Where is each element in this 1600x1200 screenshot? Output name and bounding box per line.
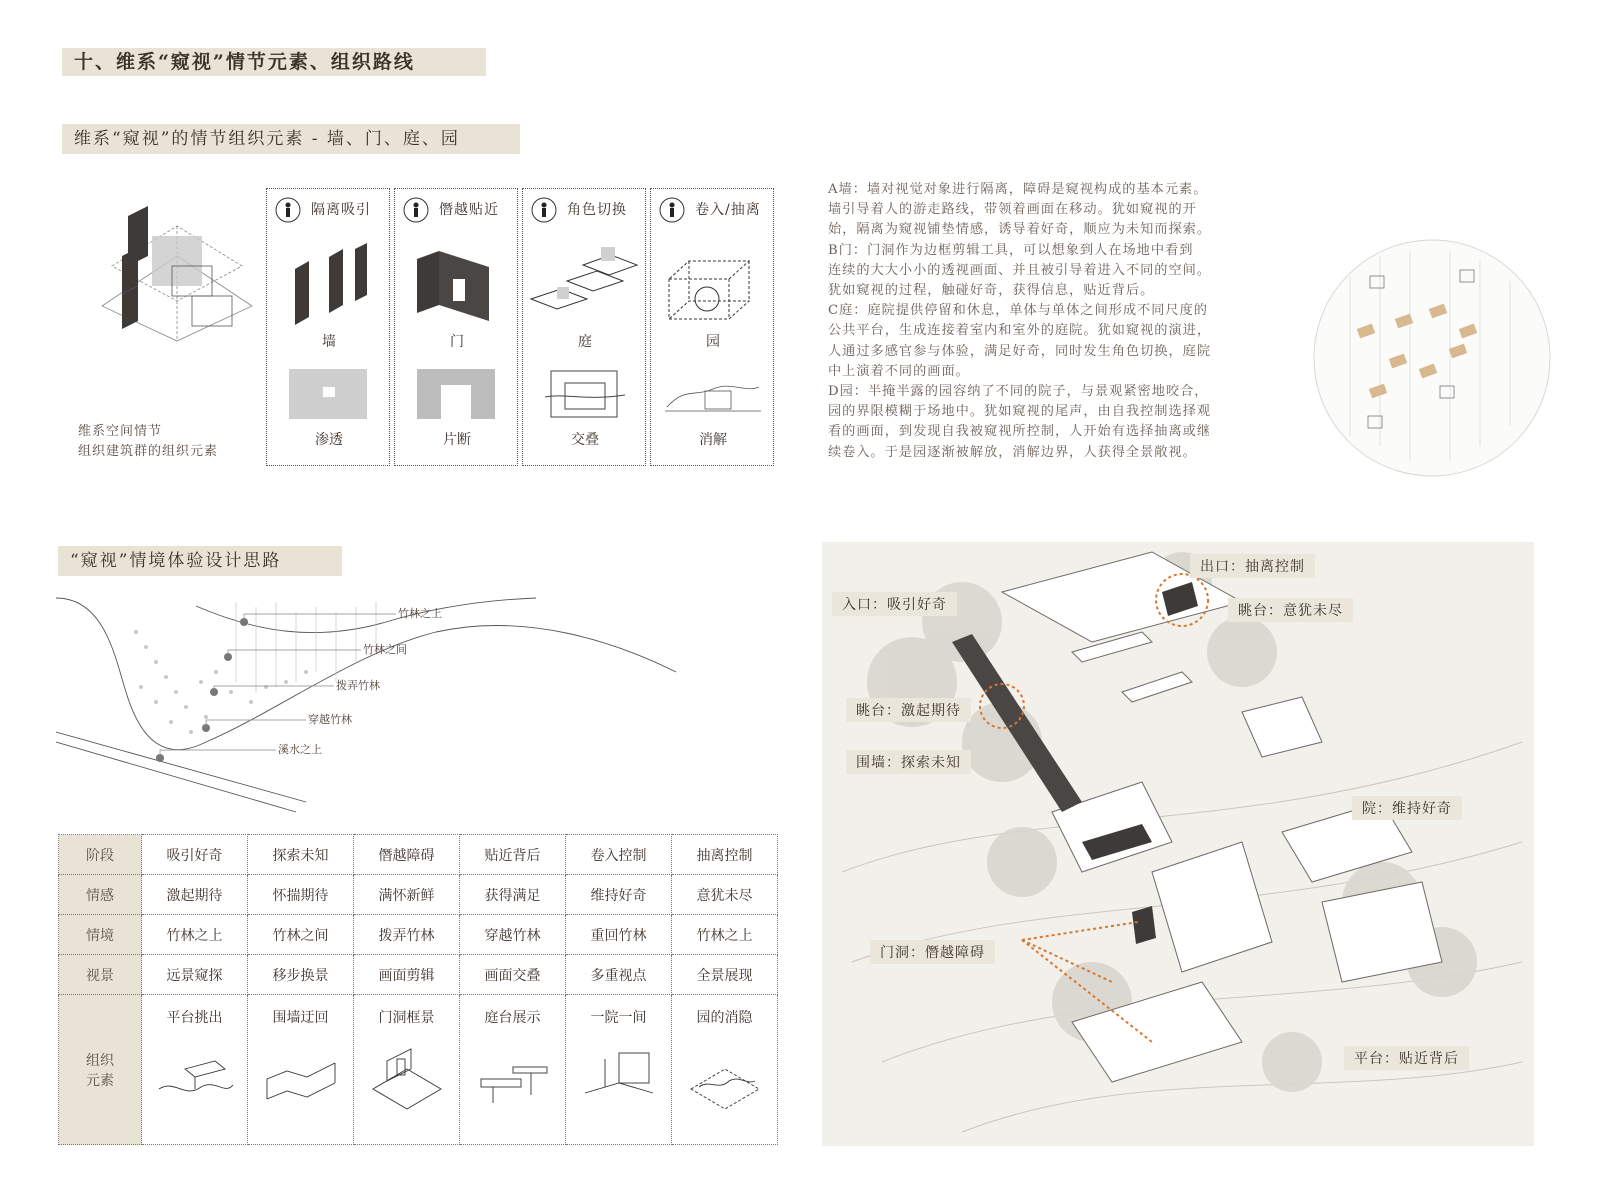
garden-icon [659,239,769,329]
panel-sub: 渗透 [315,432,343,448]
table-row-elements: 组织 元素 平台挑出 围墙迂回 门洞框景 庭台展示 一院一间 园的消隐 [59,995,778,1145]
site-axonometric [822,542,1534,1146]
label-door: 门洞：僭越障碍 [870,940,995,964]
wall-plan [289,369,367,419]
label-overlook-1: 眺台：意犹未尽 [1228,598,1353,622]
left-caption-1: 维系空间情节 [78,424,163,439]
label-platform: 平台：贴近背后 [1344,1046,1469,1070]
court-plan [545,367,625,423]
table-row: 情感 激起期待 怀揣期待 满怀新鲜 获得满足 维持好奇 意犹未尽 [59,875,778,915]
panel-label: 庭 [578,334,592,350]
panel-label: 门 [450,334,464,350]
platform-sketch [155,1039,235,1119]
label-entry: 入口：吸引好奇 [832,592,957,616]
panel-garden [650,188,774,466]
panel-sub: 交叠 [571,432,599,448]
panel-door [394,188,518,466]
table-row: 视景 远景窥探 移步换景 画面剪辑 画面交叠 多重视点 全景展现 [59,955,778,995]
elements-heading: 维系“窥视”的情节组织元素 - 墙、门、庭、园 [62,124,520,154]
panel-sub: 消解 [699,432,727,448]
route-label-2: 竹林之间 [363,643,407,656]
section-title: 十、维系“窥视”情节元素、组织路线 [62,48,486,76]
panel-title: 卷入/抽离 [695,202,761,218]
wall-sketch [261,1039,341,1119]
court-stage-sketch [473,1039,553,1119]
panel-label: 园 [706,334,720,350]
garden-circle-diagram [1310,236,1554,480]
table-row: 阶段 吸引好奇 探索未知 僭越障碍 贴近背后 卷入控制 抽离控制 [59,835,778,875]
person-icon [531,197,557,223]
door-frame-sketch [367,1039,447,1119]
garden-plan [665,367,761,423]
panel-label: 墙 [322,334,336,350]
person-icon [403,197,429,223]
wall-stack-diagram [92,196,262,346]
route-label-1: 竹林之上 [398,607,442,620]
experience-table [58,834,778,1145]
description-text: A墙：墙对视觉对象进行隔离，障碍是窥视构成的基本元素。 墙引导着人的游走路线，带领着画面在移动。犹如窥视的开 始，隔离为窥视铺垫情感，诱导着好奇，顺应为未知而探索。 B门：门洞作为边框剪辑工具，可以想象到人在场地中看到 连续的大大小小的透视画面、并且被引导着进入不同的空间。 犹如窥视的过程，触碰好奇，获得信息，贴近背后。 C庭：庭院提供停留和休息，单体与单体之间形成不同尺度的 公共平台，生成连接着室内和室外的庭院。犹如窥视的演进， 人通过多感官参与体验，满足好奇，同时发生角色切换，庭院 中上演着不同的画面。 D园：半掩半露的园容纳了不同的院子，与景观紧密地咬合， 园的界限模糊于场地中。犹如窥视的尾声，由自我控制选择观 看的画面，到发现自我被窥视所控制，人开始有选择抽离或继 续卷入。于是园逐渐被解放，消解边界，人获得全景敞视。 [828,182,1212,460]
label-wall: 围墙：探索未知 [846,750,971,774]
route-label-4: 穿越竹林 [308,713,352,726]
route-label-5: 溪水之上 [278,743,322,756]
route-diagram [56,592,696,822]
panel-sub: 片断 [443,432,471,448]
experience-heading: “窥视”情境体验设计思路 [58,546,342,576]
panel-title: 隔离吸引 [311,202,371,218]
label-exit: 出口：抽离控制 [1190,554,1315,578]
court-icon [527,237,643,337]
route-label-3: 拨弄竹林 [336,679,380,692]
person-icon [659,197,685,223]
door-icon [409,239,509,329]
table-row: 情境 竹林之上 竹林之间 拨弄竹林 穿越竹林 重回竹林 竹林之上 [59,915,778,955]
panel-title: 角色切换 [567,202,627,218]
panel-court [522,188,646,466]
wall-icon [285,239,375,329]
yard-room-sketch [579,1039,659,1119]
panel-wall [266,188,390,466]
left-caption-2: 组织建筑群的组织元素 [78,444,219,459]
panel-title: 僭越贴近 [439,202,499,218]
label-overlook-2: 眺台：激起期待 [846,698,971,722]
person-icon [275,197,301,223]
garden-fade-sketch [685,1039,765,1119]
door-plan [417,369,495,419]
label-court: 院：维持好奇 [1352,796,1462,820]
